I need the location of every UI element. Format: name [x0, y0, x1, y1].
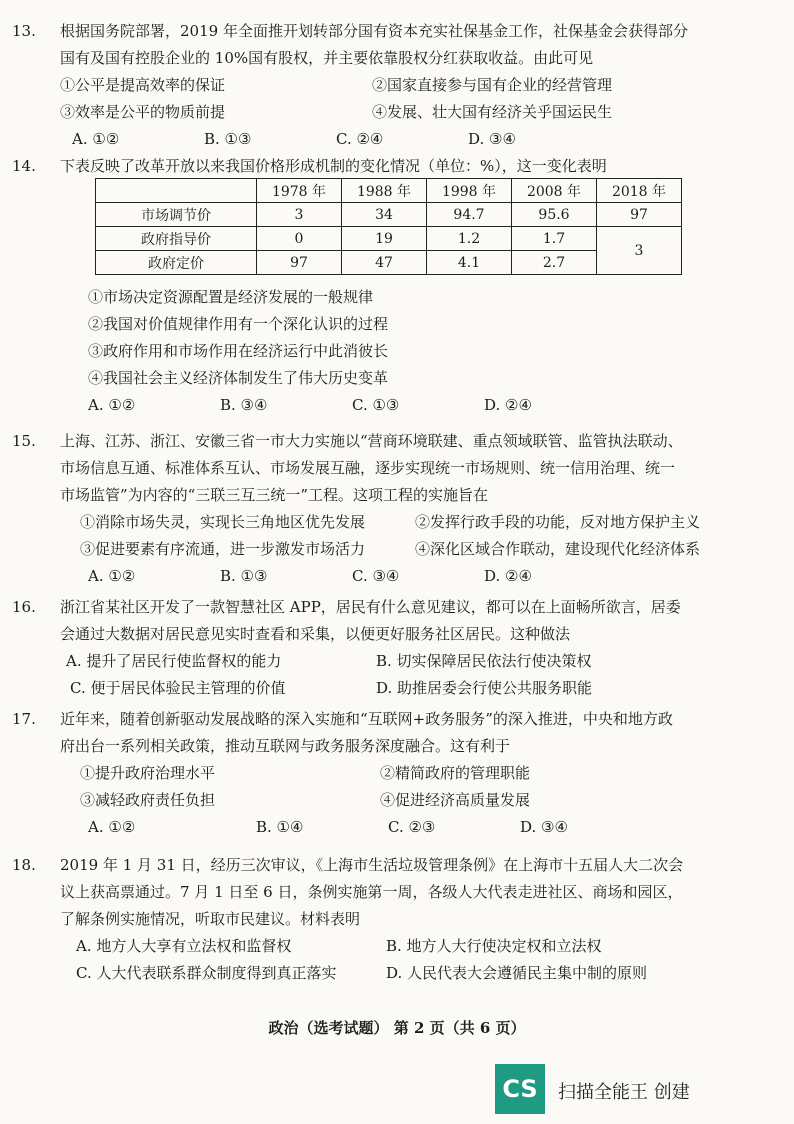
question-number: 15.	[12, 432, 36, 450]
choice-a: A. 提升了居民行使监督权的能力	[66, 652, 282, 670]
choice-b: B. 地方人大行使决定权和立法权	[386, 937, 602, 955]
question-stem-line: 市场监管”为内容的“三联三互三统一”工程。这项工程的实施旨在	[60, 486, 489, 504]
question-stem-line: 了解条例实施情况，听取市民建议。材料表明	[60, 910, 361, 928]
table-cell: 0	[257, 227, 342, 251]
option-3: ③效率是公平的物质前提	[60, 103, 226, 121]
price-mechanism-table	[95, 178, 682, 275]
choice-b: B. ③④	[220, 396, 268, 414]
question-number: 14.	[12, 157, 36, 175]
option-1: ①提升政府治理水平	[80, 764, 216, 782]
table-header-row	[96, 179, 682, 203]
merged-cell-2018: 3	[597, 227, 682, 275]
question-stem-line: 上海、江苏、浙江、安徽三省一市大力实施以“营商环境联建、重点领域联管、监管执法联动、	[60, 432, 683, 450]
option-3: ③促进要素有序流通，进一步激发市场活力	[80, 540, 366, 558]
choice-b: B. ①③	[220, 567, 268, 585]
question-stem-line: 2019 年 1 月 31 日，经历三次审议，《上海市生活垃圾管理条例》在上海市十五届人大二次会	[60, 856, 684, 874]
choice-b: B. 切实保障居民依法行使决策权	[376, 652, 592, 670]
option-3: ③政府作用和市场作用在经济运行中此消彼长	[88, 342, 389, 360]
row-label: 政府指导价	[96, 227, 257, 251]
question-number: 17.	[12, 710, 36, 728]
choice-d: D. 人民代表大会遵循民主集中制的原则	[386, 964, 648, 982]
table-header-cell: 1998 年	[427, 179, 512, 203]
question-15	[12, 428, 750, 590]
choice-d: D. ②④	[484, 396, 532, 414]
option-4: ④深化区域合作联动，建设现代化经济体系	[415, 540, 701, 558]
question-17	[12, 706, 750, 841]
table-cell: 19	[342, 227, 427, 251]
option-4: ④我国社会主义经济体制发生了伟大历史变革	[88, 369, 389, 387]
choice-d: D. ③④	[468, 130, 516, 148]
option-4: ④发展、壮大国有经济关乎国运民生	[372, 103, 613, 121]
choice-a: A. ①②	[72, 130, 120, 148]
question-number: 18.	[12, 856, 36, 874]
question-stem-line: 市场信息互通、标准体系互认、市场发展互融，逐步实现统一市场规则、统一信用治理、统一	[60, 459, 676, 477]
table-row	[96, 227, 682, 251]
question-stem-line: 议上获高票通过。7 月 1 日至 6 日，条例实施第一周，各级人大代表走进社区、商场和园区，	[60, 883, 683, 901]
table-cell: 3	[257, 203, 342, 227]
choice-d: D. ③④	[520, 818, 568, 836]
row-label: 政府定价	[96, 251, 257, 275]
table-cell: 1.2	[427, 227, 512, 251]
question-stem-line: 会通过大数据对居民意见实时查看和采集，以便更好服务社区居民。这种做法	[60, 625, 571, 643]
choice-a: A. ①②	[88, 567, 136, 585]
choice-c: C. ②④	[336, 130, 384, 148]
question-stem-line: 浙江省某社区开发了一款智慧社区 APP，居民有什么意见建议，都可以在上面畅所欲言，居委	[60, 598, 681, 616]
choice-b: B. ①④	[256, 818, 304, 836]
question-stem-line: 国有及国有控股企业的 10%国有股权，并主要依靠股权分红获取收益。由此可见	[60, 49, 594, 67]
option-1: ①公平是提高效率的保证	[60, 76, 226, 94]
question-number: 13.	[12, 22, 36, 40]
page-footer: 政治（选考试题） 第 2 页（共 6 页）	[268, 1019, 526, 1037]
choice-b: B. ①③	[204, 130, 252, 148]
choice-a: A. ①②	[88, 818, 136, 836]
question-13	[12, 18, 750, 153]
table-corner-cell	[96, 179, 257, 203]
question-stem-line: 府出台一系列相关政策，推动互联网与政务服务深度融合。这有利于	[60, 737, 511, 755]
table-header-cell: 1988 年	[342, 179, 427, 203]
choice-c: C. ②③	[388, 818, 436, 836]
table-header-cell: 1978 年	[257, 179, 342, 203]
option-2: ②国家直接参与国有企业的经营管理	[372, 76, 613, 94]
option-1: ①消除市场失灵，实现长三角地区优先发展	[80, 513, 366, 531]
table-cell: 95.6	[512, 203, 597, 227]
choice-d: D. ②④	[484, 567, 532, 585]
table-cell: 47	[342, 251, 427, 275]
table-header-cell: 2008 年	[512, 179, 597, 203]
question-number: 16.	[12, 598, 36, 616]
table-cell: 94.7	[427, 203, 512, 227]
choice-d: D. 助推居委会行使公共服务职能	[376, 679, 593, 697]
choice-a: A. ①②	[88, 396, 136, 414]
choice-c: C. 人大代表联系群众制度得到真正落实	[76, 964, 337, 982]
camscanner-logo-icon: CS	[495, 1064, 545, 1114]
question-14	[12, 153, 750, 180]
question-stem-line: 下表反映了改革开放以来我国价格形成机制的变化情况（单位：%），这一变化表明	[60, 157, 607, 175]
scanner-watermark-text: 扫描全能王 创建	[558, 1082, 690, 1103]
choice-c: C. ①③	[352, 396, 400, 414]
table-cell: 97	[597, 203, 682, 227]
option-3: ③减轻政府责任负担	[80, 791, 216, 809]
table-cell: 34	[342, 203, 427, 227]
table-row	[96, 203, 682, 227]
table-cell: 1.7	[512, 227, 597, 251]
table-header-cell: 2018 年	[597, 179, 682, 203]
option-4: ④促进经济高质量发展	[380, 791, 531, 809]
question-stem-line: 根据国务院部署，2019 年全面推开划转部分国有资本充实社保基金工作，社保基金会获得部分	[60, 22, 688, 40]
choice-c: C. ③④	[352, 567, 400, 585]
row-label: 市场调节价	[96, 203, 257, 227]
choice-a: A. 地方人大享有立法权和监督权	[76, 937, 292, 955]
question-18	[12, 852, 750, 987]
table-cell: 97	[257, 251, 342, 275]
question-16	[12, 594, 750, 702]
option-1: ①市场决定资源配置是经济发展的一般规律	[88, 288, 374, 306]
choice-c: C. 便于居民体验民主管理的价值	[70, 679, 286, 697]
option-2: ②发挥行政手段的功能，反对地方保护主义	[415, 513, 701, 531]
table-row	[96, 251, 682, 275]
question-stem-line: 近年来，随着创新驱动发展战略的深入实施和“互联网+政务服务”的深入推进，中央和地方政	[60, 710, 673, 728]
table-cell: 2.7	[512, 251, 597, 275]
option-2: ②精简政府的管理职能	[380, 764, 531, 782]
table-cell: 4.1	[427, 251, 512, 275]
option-2: ②我国对价值规律作用有一个深化认识的过程	[88, 315, 389, 333]
question-14-options	[88, 284, 748, 419]
